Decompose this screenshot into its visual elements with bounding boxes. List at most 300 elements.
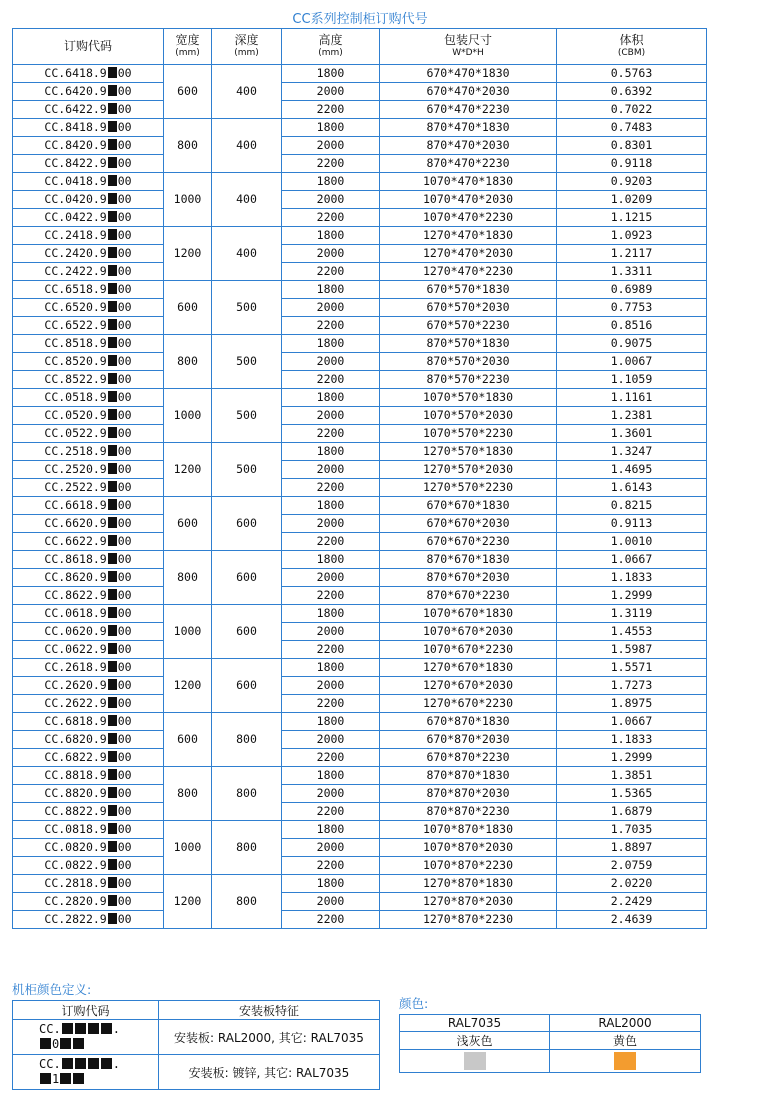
table-row [13,65,707,83]
volume-cell: 0.9118 [557,155,707,173]
yellow-swatch [614,1052,636,1070]
height-cell: 2000 [282,407,380,425]
package-cell: 1270*870*1830 [380,875,557,893]
order-code-cell: CC.0818.9 00 [13,821,164,839]
header-depth: 深度 (mm) [212,29,282,65]
package-cell: 1270*870*2030 [380,893,557,911]
volume-cell: 1.2117 [557,245,707,263]
table-row [13,497,707,515]
volume-cell: 1.3247 [557,443,707,461]
volume-cell: 1.1215 [557,209,707,227]
swatch-name: 浅灰色 [400,1032,550,1050]
height-cell: 1800 [282,713,380,731]
package-cell: 670*570*1830 [380,281,557,299]
table-header-row [13,29,707,65]
order-code-cell: CC.8520.9 00 [13,353,164,371]
table-row [13,533,707,551]
volume-cell: 1.7273 [557,677,707,695]
package-cell: 1070*470*2030 [380,191,557,209]
color-def-feature: 安装板: RAL2000, 其它: RAL7035 [159,1020,380,1055]
table-row [13,443,707,461]
order-code-cell: CC.8622.9 00 [13,587,164,605]
order-code-cell: CC.2422.9 00 [13,263,164,281]
table-row [13,83,707,101]
volume-cell: 1.5365 [557,785,707,803]
swatch-cell [400,1050,550,1073]
order-code-cell: CC.8618.9 00 [13,551,164,569]
package-cell: 1070*570*2230 [380,425,557,443]
header-volume: 体积 (CBM) [557,29,707,65]
order-code-cell: CC.6620.9 00 [13,515,164,533]
volume-cell: 0.8516 [557,317,707,335]
order-code-cell: CC.6522.9 00 [13,317,164,335]
table-row [13,461,707,479]
swatch-code: RAL7035 [400,1015,550,1032]
package-cell: 870*870*1830 [380,767,557,785]
table-row [13,713,707,731]
depth-cell: 500 [212,335,282,389]
order-code-cell: CC.6518.9 00 [13,281,164,299]
volume-cell: 0.6989 [557,281,707,299]
table-row [13,119,707,137]
height-cell: 2000 [282,893,380,911]
header-height: 高度 (mm) [282,29,380,65]
height-cell: 2000 [282,785,380,803]
width-cell: 600 [164,713,212,767]
package-cell: 670*470*2030 [380,83,557,101]
package-cell: 1270*870*2230 [380,911,557,929]
volume-cell: 1.7035 [557,821,707,839]
order-code-table [12,28,707,929]
order-code-cell: CC.8822.9 00 [13,803,164,821]
package-cell: 1270*570*2230 [380,479,557,497]
package-cell: 870*470*1830 [380,119,557,137]
height-cell: 1800 [282,389,380,407]
order-code-cell: CC.0518.9 00 [13,389,164,407]
swatch-row [400,1050,701,1073]
package-cell: 1070*470*2230 [380,209,557,227]
swatch-name: 黄色 [550,1032,701,1050]
table-row [13,857,707,875]
volume-cell: 1.6879 [557,803,707,821]
volume-cell: 1.3119 [557,605,707,623]
color-def-header-feature: 安装板特征 [159,1001,380,1020]
height-cell: 2000 [282,245,380,263]
width-cell: 1000 [164,389,212,443]
package-cell: 1070*870*2230 [380,857,557,875]
table-row [13,173,707,191]
order-code-cell: CC.8620.9 00 [13,569,164,587]
width-cell: 600 [164,281,212,335]
package-cell: 670*670*2230 [380,533,557,551]
depth-cell: 600 [212,497,282,551]
swatch-name-row [400,1032,701,1050]
package-cell: 670*870*2030 [380,731,557,749]
table-row [13,227,707,245]
height-cell: 1800 [282,335,380,353]
order-code-cell: CC.8422.9 00 [13,155,164,173]
table-row [13,389,707,407]
package-cell: 870*670*2230 [380,587,557,605]
height-cell: 2200 [282,101,380,119]
table-row [13,623,707,641]
volume-cell: 1.1059 [557,371,707,389]
color-def-header-code: 订购代码 [13,1001,159,1020]
package-cell: 1070*470*1830 [380,173,557,191]
height-cell: 2200 [282,749,380,767]
order-code-cell: CC.2820.9 00 [13,893,164,911]
table-row [13,425,707,443]
table-row [13,479,707,497]
height-cell: 1800 [282,281,380,299]
order-code-cell: CC.2420.9 00 [13,245,164,263]
color-def-feature: 安装板: 镀锌, 其它: RAL7035 [159,1055,380,1090]
color-def-row [13,1020,380,1055]
order-code-cell: CC.6618.9 00 [13,497,164,515]
depth-cell: 400 [212,173,282,227]
volume-cell: 0.8301 [557,137,707,155]
table-row [13,767,707,785]
package-cell: 1270*570*1830 [380,443,557,461]
table-row [13,299,707,317]
order-code-cell: CC.0422.9 00 [13,209,164,227]
width-cell: 800 [164,335,212,389]
table-row [13,821,707,839]
order-code-cell: CC.2618.9 00 [13,659,164,677]
package-cell: 1270*470*1830 [380,227,557,245]
package-cell: 670*470*1830 [380,65,557,83]
table-row [13,245,707,263]
height-cell: 2000 [282,461,380,479]
depth-cell: 600 [212,551,282,605]
colors-label: 颜色: [399,996,429,1011]
swatch-cell [550,1050,701,1073]
package-cell: 1070*670*2030 [380,623,557,641]
header-package: 包装尺寸 W*D*H [380,29,557,65]
volume-cell: 1.8897 [557,839,707,857]
height-cell: 2200 [282,209,380,227]
header-code: 订购代码 [13,29,164,65]
order-code-cell: CC.8418.9 00 [13,119,164,137]
height-cell: 2200 [282,371,380,389]
volume-cell: 1.1161 [557,389,707,407]
volume-cell: 1.5571 [557,659,707,677]
depth-cell: 800 [212,875,282,929]
table-row [13,569,707,587]
height-cell: 2200 [282,911,380,929]
volume-cell: 0.5763 [557,65,707,83]
volume-cell: 0.9203 [557,173,707,191]
color-definition-table [12,1000,380,1090]
height-cell: 2000 [282,623,380,641]
table-row [13,641,707,659]
package-cell: 1270*470*2230 [380,263,557,281]
order-code-cell: CC.8518.9 00 [13,335,164,353]
package-cell: 1270*670*2230 [380,695,557,713]
package-cell: 870*870*2230 [380,803,557,821]
width-cell: 600 [164,65,212,119]
volume-cell: 1.0667 [557,551,707,569]
depth-cell: 400 [212,119,282,173]
depth-cell: 500 [212,389,282,443]
order-code-cell: CC.6420.9 00 [13,83,164,101]
height-cell: 2000 [282,191,380,209]
package-cell: 1070*670*1830 [380,605,557,623]
package-cell: 1270*670*1830 [380,659,557,677]
height-cell: 2000 [282,137,380,155]
color-definition-label: 机柜颜色定义: [12,982,92,997]
table-row [13,335,707,353]
volume-cell: 1.4695 [557,461,707,479]
package-cell: 1070*670*2230 [380,641,557,659]
order-code-cell: CC.0618.9 00 [13,605,164,623]
table-row [13,317,707,335]
order-code-cell: CC.6822.9 00 [13,749,164,767]
height-cell: 2000 [282,299,380,317]
volume-cell: 1.6143 [557,479,707,497]
order-code-cell: CC.0822.9 00 [13,857,164,875]
table-row [13,893,707,911]
volume-cell: 0.8215 [557,497,707,515]
height-cell: 1800 [282,605,380,623]
height-cell: 2200 [282,155,380,173]
order-code-cell: CC.6818.9 00 [13,713,164,731]
width-cell: 1000 [164,821,212,875]
order-code-cell: CC.0420.9 00 [13,191,164,209]
volume-cell: 2.4639 [557,911,707,929]
package-cell: 670*670*1830 [380,497,557,515]
volume-cell: 0.9113 [557,515,707,533]
table-row [13,677,707,695]
order-code-cell: CC.6520.9 00 [13,299,164,317]
package-cell: 670*570*2030 [380,299,557,317]
table-row [13,551,707,569]
volume-cell: 1.2999 [557,749,707,767]
width-cell: 1000 [164,173,212,227]
swatch-code: RAL2000 [550,1015,701,1032]
table-body [13,65,707,929]
table-row [13,209,707,227]
table-row [13,695,707,713]
package-cell: 870*670*2030 [380,569,557,587]
width-cell: 1200 [164,443,212,497]
height-cell: 1800 [282,551,380,569]
height-cell: 1800 [282,173,380,191]
volume-cell: 1.1833 [557,569,707,587]
depth-cell: 400 [212,65,282,119]
package-cell: 1270*570*2030 [380,461,557,479]
height-cell: 2200 [282,803,380,821]
height-cell: 1800 [282,659,380,677]
order-code-cell: CC.2622.9 00 [13,695,164,713]
header-width: 宽度 (mm) [164,29,212,65]
order-code-cell: CC.8420.9 00 [13,137,164,155]
volume-cell: 1.3311 [557,263,707,281]
package-cell: 1070*870*2030 [380,839,557,857]
table-row [13,101,707,119]
package-cell: 870*670*1830 [380,551,557,569]
package-cell: 670*870*1830 [380,713,557,731]
swatch-code-row [400,1015,701,1032]
order-code-cell: CC.6820.9 00 [13,731,164,749]
order-code-cell: CC.0622.9 00 [13,641,164,659]
order-code-cell: CC.0418.9 00 [13,173,164,191]
height-cell: 2200 [282,641,380,659]
height-cell: 2200 [282,317,380,335]
height-cell: 2000 [282,677,380,695]
height-cell: 1800 [282,875,380,893]
package-cell: 870*470*2230 [380,155,557,173]
table-row [13,605,707,623]
color-def-code: CC. . 0 [13,1020,159,1055]
depth-cell: 500 [212,443,282,497]
depth-cell: 800 [212,767,282,821]
order-code-cell: CC.8522.9 00 [13,371,164,389]
package-cell: 870*570*2230 [380,371,557,389]
gray-swatch [464,1052,486,1070]
volume-cell: 1.0010 [557,533,707,551]
table-row [13,659,707,677]
height-cell: 2000 [282,731,380,749]
volume-cell: 0.7483 [557,119,707,137]
height-cell: 1800 [282,443,380,461]
volume-cell: 2.2429 [557,893,707,911]
volume-cell: 1.0209 [557,191,707,209]
table-row [13,137,707,155]
height-cell: 1800 [282,65,380,83]
order-code-cell: CC.2522.9 00 [13,479,164,497]
volume-cell: 1.2999 [557,587,707,605]
color-def-header-row [13,1001,380,1020]
table-row [13,281,707,299]
order-code-cell: CC.2418.9 00 [13,227,164,245]
volume-cell: 0.7753 [557,299,707,317]
color-def-code: CC. . 1 [13,1055,159,1090]
table-row [13,911,707,929]
height-cell: 2000 [282,353,380,371]
height-cell: 2200 [282,263,380,281]
table-row [13,587,707,605]
volume-cell: 1.0067 [557,353,707,371]
width-cell: 600 [164,497,212,551]
table-row [13,875,707,893]
order-code-cell: CC.2620.9 00 [13,677,164,695]
depth-cell: 800 [212,713,282,767]
volume-cell: 1.5987 [557,641,707,659]
order-code-cell: CC.6418.9 00 [13,65,164,83]
height-cell: 1800 [282,227,380,245]
width-cell: 1000 [164,605,212,659]
package-cell: 1070*870*1830 [380,821,557,839]
table-row [13,353,707,371]
volume-cell: 1.3851 [557,767,707,785]
volume-cell: 1.3601 [557,425,707,443]
volume-cell: 1.2381 [557,407,707,425]
volume-cell: 1.0667 [557,713,707,731]
volume-cell: 0.9075 [557,335,707,353]
depth-cell: 600 [212,605,282,659]
height-cell: 2200 [282,479,380,497]
width-cell: 1200 [164,659,212,713]
order-code-cell: CC.2822.9 00 [13,911,164,929]
height-cell: 2200 [282,425,380,443]
height-cell: 1800 [282,119,380,137]
package-cell: 1270*670*2030 [380,677,557,695]
height-cell: 2000 [282,839,380,857]
color-def-row [13,1055,380,1090]
width-cell: 800 [164,767,212,821]
height-cell: 2200 [282,695,380,713]
table-row [13,785,707,803]
table-row [13,371,707,389]
order-code-cell: CC.8820.9 00 [13,785,164,803]
table-row [13,749,707,767]
volume-cell: 1.0923 [557,227,707,245]
depth-cell: 800 [212,821,282,875]
table-row [13,515,707,533]
table-row [13,803,707,821]
package-cell: 1270*470*2030 [380,245,557,263]
width-cell: 800 [164,551,212,605]
width-cell: 800 [164,119,212,173]
volume-cell: 0.6392 [557,83,707,101]
table-row [13,731,707,749]
height-cell: 2000 [282,83,380,101]
width-cell: 1200 [164,227,212,281]
order-code-cell: CC.8818.9 00 [13,767,164,785]
depth-cell: 500 [212,281,282,335]
height-cell: 2200 [282,857,380,875]
order-code-cell: CC.2518.9 00 [13,443,164,461]
order-code-cell: CC.2520.9 00 [13,461,164,479]
table-row [13,839,707,857]
height-cell: 2200 [282,587,380,605]
order-code-cell: CC.0520.9 00 [13,407,164,425]
color-swatch-table [399,1014,701,1073]
volume-cell: 2.0220 [557,875,707,893]
order-code-cell: CC.0820.9 00 [13,839,164,857]
package-cell: 870*870*2030 [380,785,557,803]
volume-cell: 0.7022 [557,101,707,119]
package-cell: 870*470*2030 [380,137,557,155]
package-cell: 1070*570*2030 [380,407,557,425]
package-cell: 670*870*2230 [380,749,557,767]
order-code-cell: CC.6622.9 00 [13,533,164,551]
package-cell: 870*570*1830 [380,335,557,353]
package-cell: 670*570*2230 [380,317,557,335]
package-cell: 1070*570*1830 [380,389,557,407]
height-cell: 2000 [282,515,380,533]
table-row [13,407,707,425]
volume-cell: 1.4553 [557,623,707,641]
order-code-cell: CC.6422.9 00 [13,101,164,119]
volume-cell: 1.1833 [557,731,707,749]
package-cell: 670*470*2230 [380,101,557,119]
height-cell: 2000 [282,569,380,587]
package-cell: 670*670*2030 [380,515,557,533]
table-row [13,263,707,281]
depth-cell: 400 [212,227,282,281]
table-row [13,155,707,173]
volume-cell: 1.8975 [557,695,707,713]
package-cell: 870*570*2030 [380,353,557,371]
height-cell: 1800 [282,821,380,839]
volume-cell: 2.0759 [557,857,707,875]
table-row [13,191,707,209]
order-code-cell: CC.0620.9 00 [13,623,164,641]
height-cell: 1800 [282,497,380,515]
order-code-cell: CC.2818.9 00 [13,875,164,893]
